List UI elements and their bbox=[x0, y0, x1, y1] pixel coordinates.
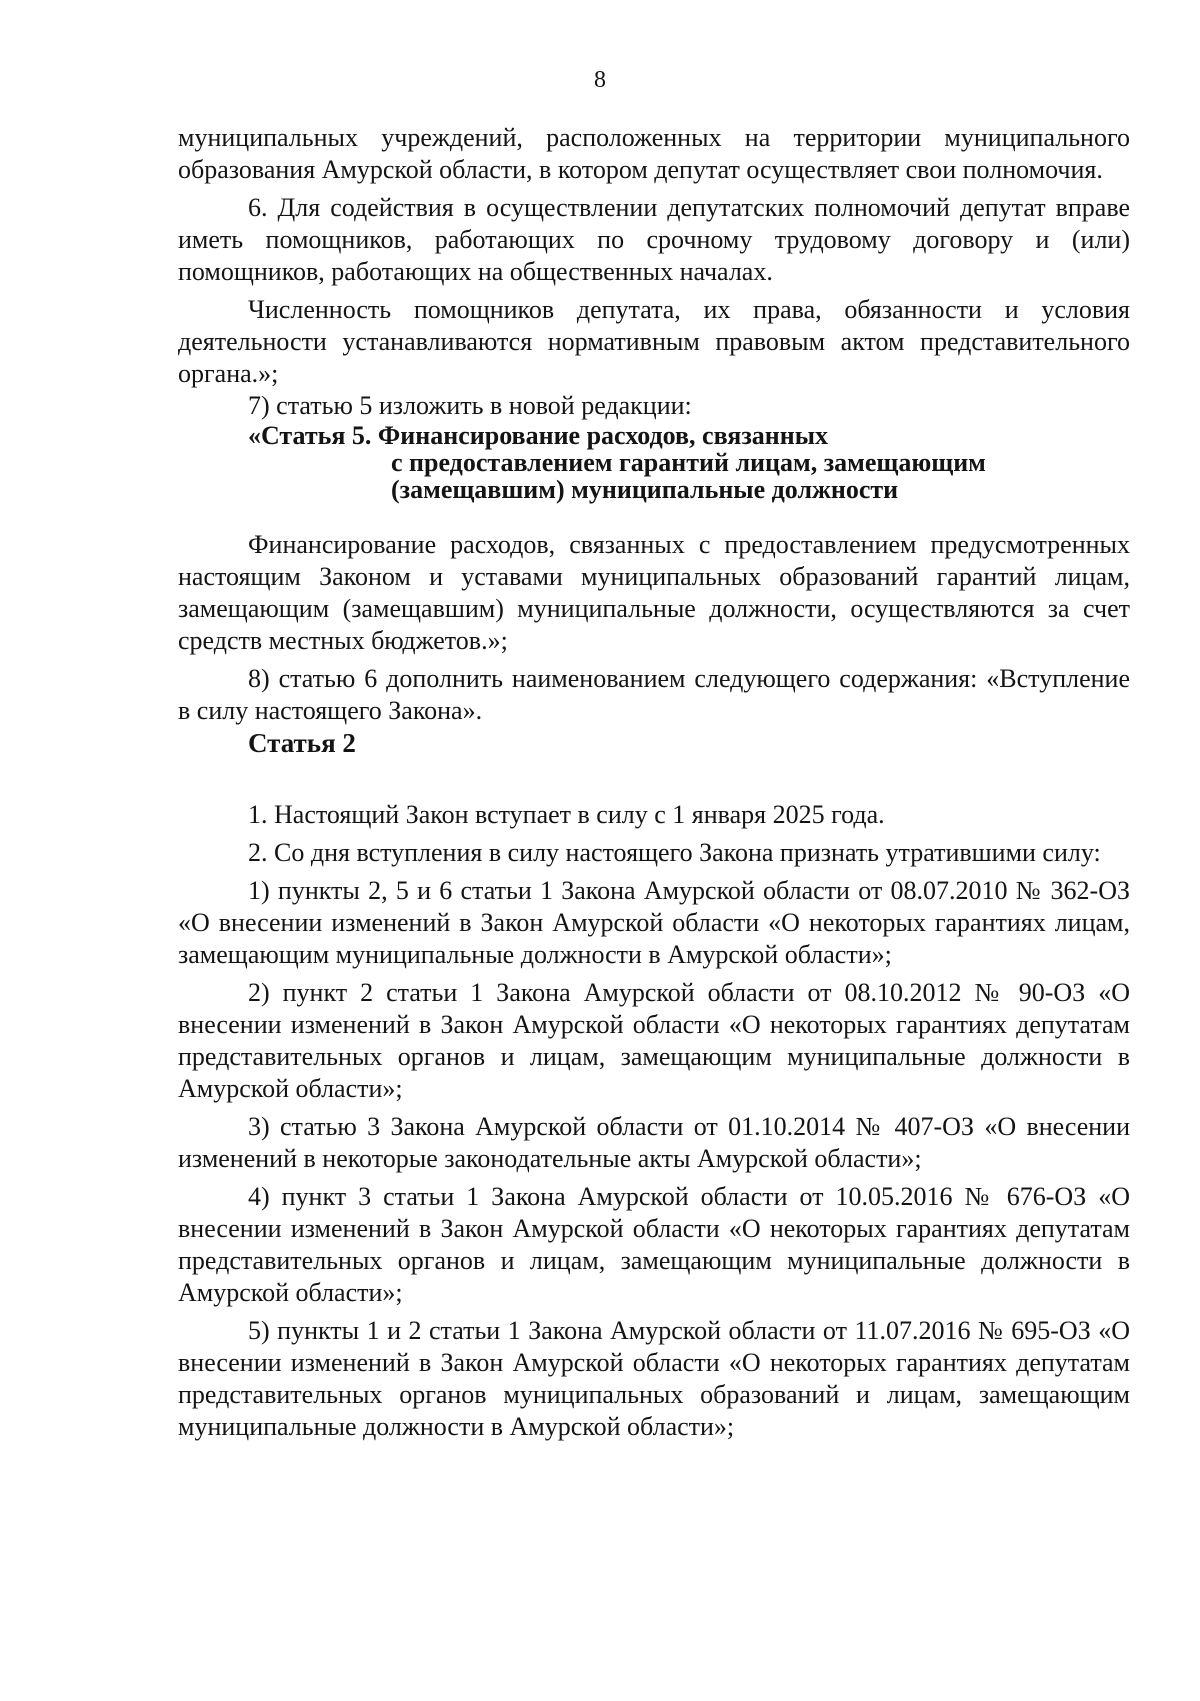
paragraph-item-6: 6. Для содействия в осуществлении депутатских полномочий депутат вправе иметь помощников, работающих по срочному трудовому договору и (или) помощников, работающих на общественных началах. bbox=[178, 193, 1130, 286]
page-number: 8 bbox=[594, 67, 606, 93]
article-2-title: Статья 2 bbox=[248, 728, 356, 758]
document-body bbox=[178, 122, 1130, 1443]
repeal-item-5: 5) пункты 1 и 2 статьи 1 Закона Амурской области от 11.07.2016 № 695-ОЗ «О внесении изменений в Закон Амурской области «О некоторых гарантиях депутатам представительных органов муниципальных образований и лицам, замещающим муниципальные должности в Амурской области»; bbox=[178, 1316, 1130, 1441]
article-5-heading-line-2: с предоставлением гарантий лицам, замещающим bbox=[391, 448, 986, 477]
paragraph-entry-into-force: 1. Настоящий Закон вступает в силу с 1 января 2025 года. bbox=[248, 800, 885, 829]
paragraph-financing: Финансирование расходов, связанных с предоставлением предусмотренных настоящим Законом и уставами муниципальных образований гарантий лицам, замещающим (замещавшим) муниципальные должности, осуществляются за счет средств местных бюджетов.»; bbox=[178, 530, 1130, 655]
repeal-item-4: 4) пункт 3 статьи 1 Закона Амурской области от 10.05.2016 № 676-ОЗ «О внесении изменений в Закон Амурской области «О некоторых гарантиях депутатам представительных органов и лицам, замещающим муниципальные должности в Амурской области»; bbox=[178, 1182, 1130, 1307]
paragraph-repeal: 2. Со дня вступления в силу настоящего Закона признать утратившими силу: bbox=[248, 838, 1101, 867]
repeal-item-2: 2) пункт 2 статьи 1 Закона Амурской области от 08.10.2012 № 90-ОЗ «О внесении изменений в Закон Амурской области «О некоторых гарантиях депутатам представительных органов и лицам, замещающим муниципальные должности в Амурской области»; bbox=[178, 978, 1130, 1103]
paragraph-amendment-8: 8) статью 6 дополнить наименованием следующего содержания: «Вступление в силу настоящего Закона». bbox=[178, 664, 1130, 725]
paragraph-continuation: муниципальных учреждений, расположенных на территории муниципального образования Амурской области, в котором депутат осуществляет свои полномочия. bbox=[178, 123, 1130, 184]
article-5-heading-line-1: «Статья 5. Финансирование расходов, связанных bbox=[248, 421, 829, 450]
article-5-heading-line-3: (замещавшим) муниципальные должности bbox=[391, 475, 899, 504]
paragraph-assistants-count: Численность помощников депутата, их права, обязанности и условия деятельности устанавливаются нормативным правовым актом представительного органа.»; bbox=[178, 295, 1130, 388]
repeal-item-1: 1) пункты 2, 5 и 6 статьи 1 Закона Амурской области от 08.07.2010 № 362-ОЗ «О внесении изменений в Закон Амурской области «О некоторых гарантиях лицам, замещающим муниципальные должности в Амурской области»; bbox=[178, 876, 1130, 969]
repeal-item-3: 3) статью 3 Закона Амурской области от 01.10.2014 № 407-ОЗ «О внесении изменений в некоторые законодательные акты Амурской области»; bbox=[178, 1112, 1130, 1173]
article-5-heading bbox=[178, 422, 1130, 503]
paragraph-amendment-7: 7) статью 5 изложить в новой редакции: bbox=[248, 391, 692, 420]
